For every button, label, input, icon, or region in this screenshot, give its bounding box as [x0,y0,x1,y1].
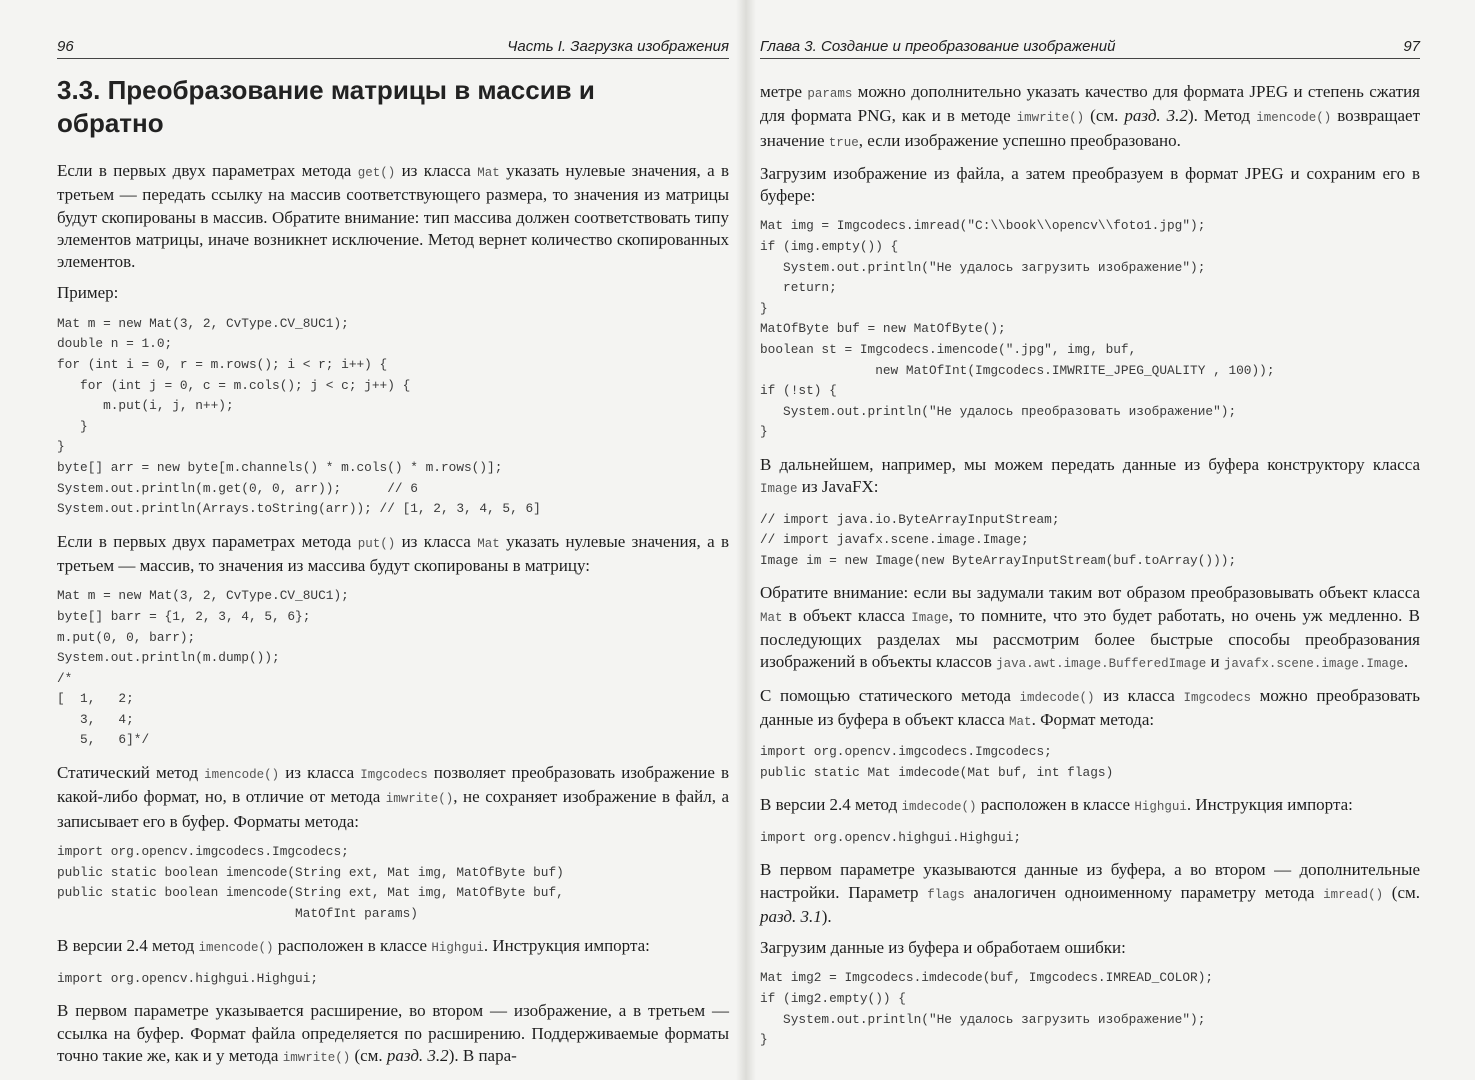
text-run: (см. [1084,106,1125,126]
text-run: из класса [395,531,478,551]
text-run: из класса [395,161,478,180]
code-line: } [57,418,88,434]
code-line: [ 1, 2; [57,691,134,707]
code-line: public static Mat imdecode(Mat buf, int flags) [760,764,1114,780]
inline-code: imread() [1323,887,1384,902]
code-line: MatOfInt params) [57,905,418,921]
text-run: . [1403,652,1409,672]
code-line: if (!st) { [760,383,837,399]
inline-code: get() [357,166,396,180]
paragraph [760,685,1420,734]
inline-code: imdecode() [1019,690,1095,705]
code-line: } [760,300,768,316]
inline-code: Highgui [1134,800,1187,815]
text-run: С помощью статического метода [760,685,1020,705]
code-line: if (img.empty()) { [760,239,899,255]
text-run: В версии 2.4 метод [760,795,902,815]
code-line: m.put(0, 0, barr); [57,629,196,645]
text-run: В первом параметре указывается расширение, во втором — изображение, а в третьем — ссылка на буфер. Формат файла определяется по расширению. Поддерживаемые форматы точно такие же, как и у метода [57,1001,729,1065]
code-line: import org.opencv.highgui.Highgui; [760,829,1022,845]
code-line: Mat img = Imgcodecs.imread("C:\\book\\opencv\\foto1.jpg"); [760,218,1206,234]
code-line: for (int j = 0, c = m.cols(); j < c; j++) { [57,377,411,393]
section-heading: 3.3. Преобразование матрицы в массив и обратно [57,75,595,138]
inline-code: Image [760,482,798,497]
code-listing [760,510,1420,572]
code-line: byte[] barr = {1, 2, 3, 4, 5, 6}; [57,608,311,624]
inline-code: put() [357,536,396,551]
page-number: 96 [57,38,74,55]
text-run: можно дополнительно указать качество для формата JPEG и степень сжатия для формата PNG, как и в методе [760,82,1420,126]
code-line: boolean st = Imgcodecs.imencode(".jpg", img, buf, [760,342,1137,358]
inline-code: Mat [1009,714,1032,729]
code-line: import org.opencv.imgcodecs.Imgcodecs; [57,843,349,859]
text-run: . Инструкция импорта: [483,936,650,956]
code-listing [57,842,729,924]
inline-code: imwrite() [1016,111,1085,126]
page-body [57,160,729,1078]
code-line: import org.opencv.highgui.Highgui; [57,970,319,986]
code-line: System.out.println(m.get(0, 0, arr)); // 6 [57,480,418,496]
text-run: расположен в классе [976,795,1135,815]
code-line: 5, 6]*/ [57,732,150,748]
inline-code: Mat [477,536,500,551]
paragraph [57,935,729,959]
text-run: из JavaFX: [797,477,879,497]
paragraph [57,762,729,833]
code-line: } [57,439,65,455]
text-run: можно преобразовать данные из буфера в объект класса [760,685,1420,729]
running-title: Глава 3. Создание и преобразование изображений [760,38,1116,55]
inline-code: Imgcodecs [1183,690,1251,705]
inline-code: Image [911,610,949,625]
inline-code: imwrite() [385,792,454,807]
paragraph [57,160,729,273]
inline-code: flags [927,887,965,902]
italic-reference: разд. 3.2 [386,1045,449,1065]
code-line: new MatOfInt(Imgcodecs.IMWRITE_JPEG_QUALITY , 100)); [760,362,1275,378]
text-run: указать нулевые значения, а в третьем — массив, то значения из массива будут скопированы в матрицу: [57,531,729,576]
page-number: 97 [1403,38,1420,55]
right-page [760,0,1420,1080]
text-run: (см. [1383,882,1420,902]
code-line: for (int i = 0, r = m.rows(); i < r; i++) { [57,356,388,372]
running-title: Часть I. Загрузка изображения [507,38,729,55]
text-run: ). В пара- [448,1045,517,1065]
text-run: , если изображение успешно преобразовано. [858,130,1181,150]
text-run: указать нулевые значения, а в третьем — передать ссылку на массив соответствующего размера, то значения из матрицы будут скопированы в массив. Обратите внимание: тип массива должен соответствовать типу элементов матрицы, иначе возникнет исключение. Метод вернет количество скопированных элементов. [57,161,729,272]
paragraph [760,163,1420,208]
code-line: // import javafx.scene.image.Image; [760,532,1029,548]
paragraph [760,937,1420,959]
inline-code: javafx.scene.image.Image [1223,657,1404,672]
paragraph [760,859,1420,928]
code-line: System.out.println(m.dump()); [57,650,280,666]
text-run: возвращает значение [760,106,1421,150]
running-header [57,36,729,59]
code-line: byte[] arr = new byte[m.channels() * m.cols() * m.rows()]; [57,459,503,475]
code-line: if (img2.empty()) { [760,991,906,1007]
italic-reference: разд. 3.1 [760,906,822,926]
text-run: , не сохраняет изображение в файл, а записывает его в буфер. Форматы метода: [57,787,730,831]
left-page [57,0,729,1080]
inline-code: Mat [477,166,500,180]
text-run: Если в первых двух параметрах метода [57,161,358,180]
code-line: Image im = new Image(new ByteArrayInputStream(buf.toArray())); [760,552,1237,568]
inline-code: Mat [760,610,783,625]
code-line: m.put(i, j, n++); [57,398,234,414]
text-run: Если в первых двух параметрах метода [57,531,358,551]
paragraph [760,81,1420,154]
text-run: метре [760,82,808,101]
inline-code: imdecode() [901,800,977,815]
code-line: import org.opencv.imgcodecs.Imgcodecs; [760,744,1052,760]
italic-reference: разд. 3.2 [1124,106,1188,126]
code-line: public static boolean imencode(String ext, Mat img, MatOfByte buf, [57,885,564,901]
paragraph [760,794,1420,818]
text-run: ). [821,906,832,926]
text-run: Загрузим изображение из файла, а затем преобразуем в формат JPEG и сохраним его в буфере: [760,163,1420,206]
code-line: /* [57,670,73,686]
text-run: в объект класса [782,605,912,625]
code-line: // import java.io.ByteArrayInputStream; [760,511,1060,527]
paragraph [57,1000,729,1069]
code-listing [57,586,729,751]
text-run: из класса [1094,685,1184,705]
text-run: , то помните, что это будет работать, но очень уж медленно. В последующих разделах мы рассмотрим более быстрые способы преобразования изображений в объекты классов [760,605,1420,672]
code-listing [760,216,1420,443]
code-listing [760,968,1420,1050]
text-run: В первом параметре указываются данные из буфера, а во втором — дополнительные настройки. Параметр [760,860,1420,902]
code-line: System.out.println("Не удалось преобразовать изображение"); [760,403,1237,419]
paragraph [760,582,1420,675]
inline-code: imwrite() [282,1050,351,1065]
code-listing [760,828,1420,849]
code-line: MatOfByte buf = new MatOfByte(); [760,321,1006,337]
inline-code: java.awt.image.BufferedImage [996,657,1207,672]
text-run: ). Метод [1187,106,1257,126]
code-line: 3, 4; [57,711,134,727]
text-run: Пример: [57,283,119,303]
text-run: В версии 2.4 метод [57,936,199,956]
paragraph [760,454,1420,501]
text-run: позволяет преобразовать изображение в какой-либо формат, но, в отличие от метода [57,763,729,807]
text-run: аналогичен одноименному параметру метода [964,882,1324,902]
text-run: Загрузим данные из буфера и обработаем ошибки: [760,938,1126,958]
inline-code: imencode() [204,768,280,783]
inline-code: Highgui [431,941,484,956]
book-gutter [736,0,756,1080]
inline-code: Imgcodecs [360,768,428,783]
text-run: В дальнейшем, например, мы можем передать данные из буфера конструктору класса [760,455,1420,475]
inline-code: params [807,87,853,101]
code-line: return; [760,280,837,296]
code-line: Mat m = new Mat(3, 2, CvType.CV_8UC1); [57,588,349,604]
text-run: . Инструкция импорта: [1186,795,1353,815]
code-line: System.out.println(Arrays.toString(arr)); // [1, 2, 3, 4, 5, 6] [57,501,541,517]
page-body [760,81,1420,1062]
code-line: } [760,1032,768,1048]
code-line: } [760,424,768,440]
code-line: Mat img2 = Imgcodecs.imdecode(buf, Imgcodecs.IMREAD_COLOR); [760,970,1214,986]
code-listing [57,314,729,520]
text-run: из класса [279,763,361,783]
code-line: System.out.println("Не удалось загрузить изображение"); [760,259,1206,275]
inline-code: true [828,135,859,150]
code-line: Mat m = new Mat(3, 2, CvType.CV_8UC1); [57,315,349,331]
inline-code: imencode() [1256,111,1332,126]
text-run: Статический метод [57,763,205,783]
text-run: . Формат метода: [1031,709,1155,729]
code-line: public static boolean imencode(String ext, Mat img, MatOfByte buf) [57,864,564,880]
paragraph [57,282,729,304]
paragraph [57,531,729,578]
code-listing [57,969,729,990]
inline-code: imencode() [198,941,274,956]
text-run: расположен в классе [273,936,432,956]
text-run: (см. [350,1045,387,1065]
code-listing [760,742,1420,783]
code-line: System.out.println("Не удалось загрузить изображение"); [760,1011,1206,1027]
running-header [760,36,1420,59]
code-line: double n = 1.0; [57,336,173,352]
text-run: и [1206,652,1224,672]
text-run: Обратите внимание: если вы задумали таким вот образом преобразовывать объект класса [760,583,1420,603]
